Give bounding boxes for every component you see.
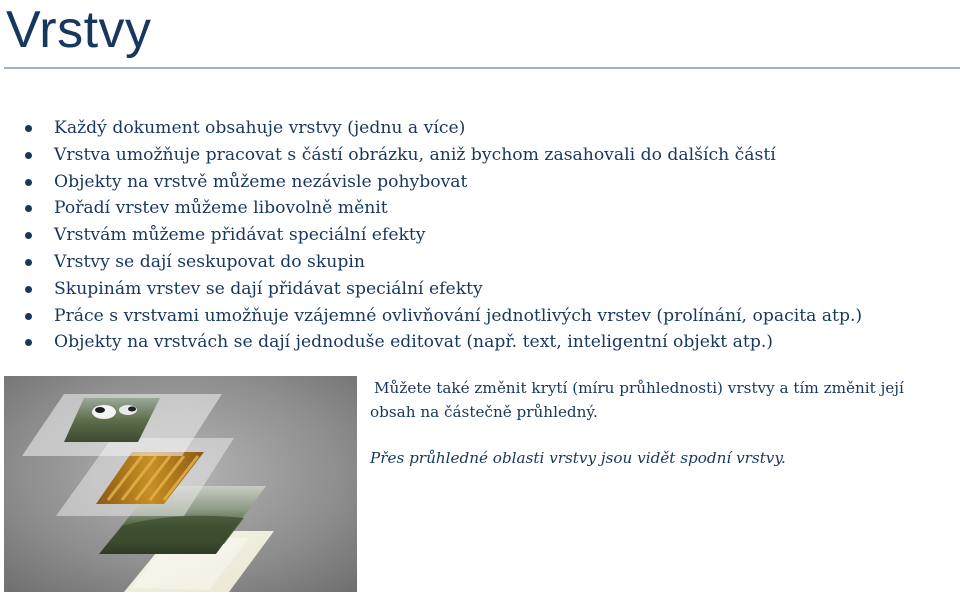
bullet-list: [22, 115, 952, 356]
bullet-item: [22, 195, 952, 222]
bullet-item: [22, 115, 952, 142]
bullet-icon: [25, 259, 32, 266]
bullet-text: Pořadí vrstev můžeme libovolně měnit: [54, 198, 388, 219]
bullet-icon: [25, 286, 32, 293]
bullet-item: [22, 276, 952, 303]
title-underline: [4, 67, 960, 69]
bullet-item: [22, 142, 952, 169]
bullet-icon: [25, 205, 32, 212]
bullet-text: Objekty na vrstvě můžeme nezávisle pohybovat: [54, 171, 468, 192]
bullet-text: Vrstvám můžeme přidávat speciální efekty: [54, 225, 426, 246]
bullet-text: Skupinám vrstev se dají přidávat speciální efekty: [54, 278, 483, 299]
bullet-icon: [25, 125, 32, 132]
bullet-icon: [25, 152, 32, 159]
transparency-note: Přes průhledné oblasti vrstvy jsou vidět spodní vrstvy.: [370, 449, 786, 467]
slide-title: Vrstvy: [6, 1, 152, 59]
bullet-text: Každý dokument obsahuje vrstvy (jednu a více): [54, 118, 466, 138]
layers-illustration: [4, 376, 357, 592]
bullet-item: [22, 222, 952, 249]
bullet-item: [22, 303, 952, 330]
bullet-text: Práce s vrstvami umožňuje vzájemné ovlivňování jednotlivých vrstev (prolínání, opacita atp.): [54, 305, 863, 326]
bullet-text: Vrstva umožňuje pracovat s částí obrázku, aniž bychom zasahovali do dalších částí: [54, 144, 776, 165]
bullet-icon: [25, 313, 32, 320]
side-note: [370, 376, 950, 470]
bullet-text: Vrstvy se dají seskupovat do skupin: [54, 251, 365, 272]
bullet-item: [22, 329, 952, 356]
bullet-icon: [25, 232, 32, 239]
bullet-icon: [25, 179, 32, 186]
bullet-item: [22, 169, 952, 196]
bullet-text: Objekty na vrstvách se dají jednoduše editovat (např. text, inteligentní objekt atp.): [54, 332, 773, 353]
bullet-icon: [25, 339, 32, 346]
opacity-note: Můžete také změnit krytí (míru průhlednosti) vrstvy a tím změnit její obsah na částečně průhledný.: [370, 379, 904, 421]
bullet-item: [22, 249, 952, 276]
